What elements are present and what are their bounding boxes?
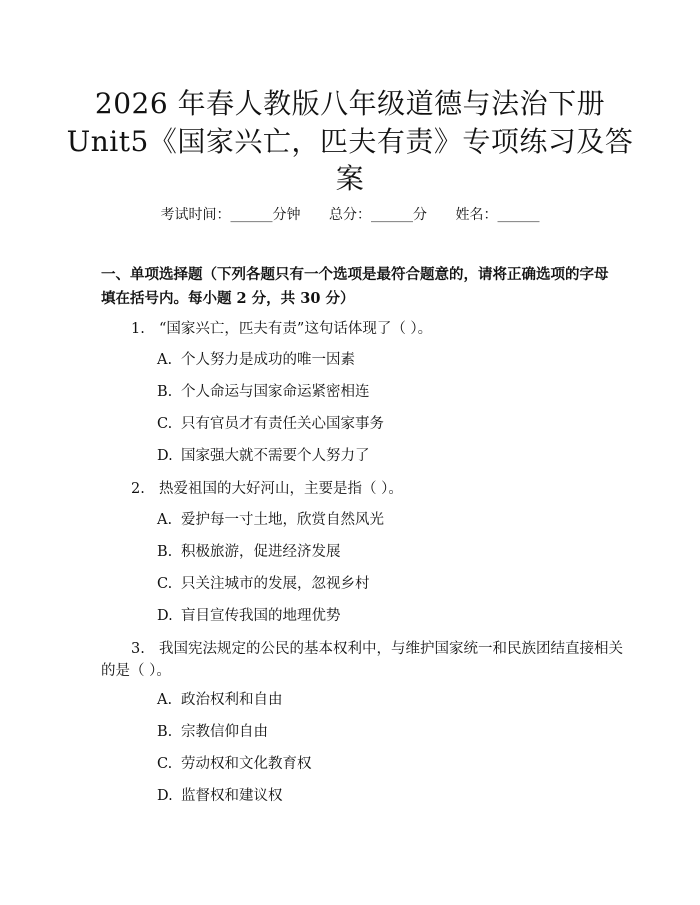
question-1	[101, 318, 621, 340]
question-3-option-d	[157, 786, 597, 806]
exam-time-unit: 分钟	[272, 207, 301, 223]
option-letter: B.	[157, 544, 173, 560]
exam-time-field	[161, 206, 301, 224]
question-number: 2.	[131, 481, 145, 497]
exam-time-label: 考试时间：	[160, 207, 231, 223]
student-name-field	[455, 206, 539, 224]
option-letter: A.	[157, 352, 173, 368]
section-heading-line-1: 一、单项选择题（下列各题只有一个选项是最符合题意的，请将正确选项的字母	[101, 266, 609, 283]
student-name-blank: ______	[497, 207, 540, 223]
question-1-option-a	[157, 350, 597, 370]
option-letter: B.	[157, 724, 173, 740]
student-name-label: 姓名：	[455, 207, 498, 223]
option-letter: A.	[157, 692, 173, 708]
option-text: 劳动权和文化教育权	[181, 756, 312, 772]
question-text: “国家兴亡，匹夫有责”这句话体现了（ ）。	[159, 321, 433, 337]
question-number: 3.	[131, 641, 145, 657]
option-letter: D.	[157, 608, 173, 624]
question-3-continued	[101, 660, 621, 682]
document-title-line-1: 2026 年春人教版八年级道德与法治下册	[94, 87, 606, 120]
option-text: 个人命运与国家命运紧密相连	[181, 384, 370, 400]
question-2-option-b	[157, 542, 597, 562]
document-title-line-2: Unit5《国家兴亡，匹夫有责》专项练习及答	[66, 125, 634, 158]
option-letter: D.	[157, 788, 173, 804]
question-2-option-c	[157, 574, 597, 594]
question-3-option-a	[157, 690, 597, 710]
option-letter: A.	[157, 512, 173, 528]
total-score-label: 总分：	[329, 207, 371, 223]
question-2-option-d	[157, 606, 597, 626]
section-heading-line-2: 填在括号内。每小题 2 分，共 30 分）	[101, 290, 355, 307]
question-number: 1.	[131, 321, 145, 337]
question-1-option-b	[157, 382, 597, 402]
total-score-unit: 分	[413, 207, 427, 223]
question-1-option-c	[157, 414, 597, 434]
question-3	[101, 638, 621, 660]
total-score-blank: ______	[371, 207, 413, 223]
option-text: 积极旅游，促进经济发展	[181, 544, 341, 560]
question-3-option-c	[157, 754, 597, 774]
question-text: 热爱祖国的大好河山，主要是指（ ）。	[159, 481, 403, 497]
option-letter: C.	[157, 416, 173, 432]
question-1-option-d	[157, 446, 597, 466]
total-score-field	[329, 206, 427, 224]
option-text: 盲目宣传我国的地理优势	[181, 608, 341, 624]
option-text: 国家强大就不需要个人努力了	[181, 448, 370, 464]
option-text: 监督权和建议权	[181, 788, 283, 804]
question-3-option-b	[157, 722, 597, 742]
option-letter: C.	[157, 756, 173, 772]
option-text: 只有官员才有责任关心国家事务	[181, 416, 384, 432]
question-2	[101, 478, 621, 500]
exam-time-blank: ______	[230, 207, 273, 223]
question-text-line-2: 的是（ ）。	[101, 663, 171, 679]
question-text-line-1: 我国宪法规定的公民的基本权利中，与维护国家统一和民族团结直接相关	[159, 641, 623, 657]
option-text: 只关注城市的发展，忽视乡村	[181, 576, 370, 592]
option-text: 政治权利和自由	[181, 692, 283, 708]
option-letter: C.	[157, 576, 173, 592]
option-letter: B.	[157, 384, 173, 400]
option-letter: D.	[157, 448, 173, 464]
document-title-line-3: 案	[335, 162, 365, 195]
option-text: 个人努力是成功的唯一因素	[181, 352, 355, 368]
exam-info	[0, 206, 700, 224]
option-text: 爱护每一寸土地，欣赏自然风光	[181, 512, 384, 528]
option-text: 宗教信仰自由	[181, 724, 268, 740]
question-2-option-a	[157, 510, 597, 530]
